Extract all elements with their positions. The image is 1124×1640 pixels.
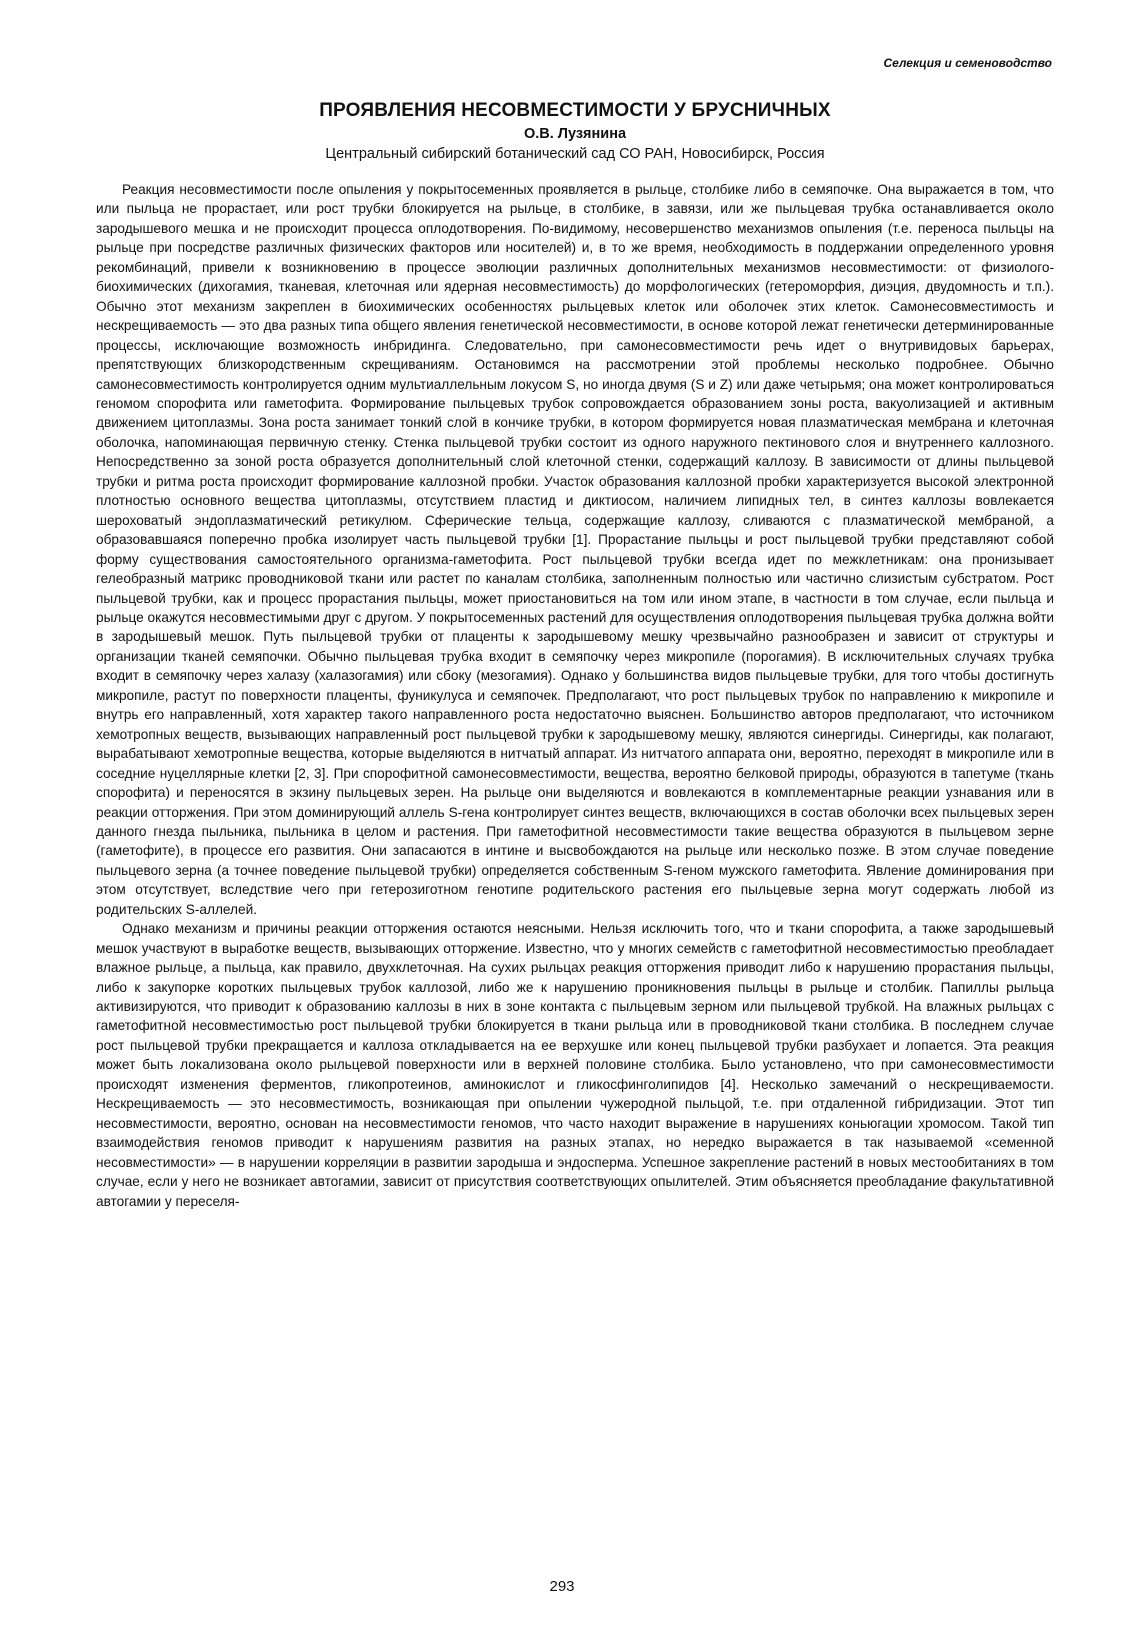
author-affiliation: Центральный сибирский ботанический сад СО РАН, Новосибирск, Россия: [325, 146, 825, 162]
body-paragraph: Реакция несовместимости после опыления у покрытосеменных проявляется в рыльце, столбике либо в семяпочке. Она выражается в том, что или пыльца не прорастает, или рост трубки блокируется на рыльце, в столбике, в завязи, или же пыльцевая трубка останавливается около зародышевого мешка и не происходит процесса оплодотворения. По-видимому, несовершенство механизмов опыления (т.е. переноса пыльцы на рыльце при посредстве различных физических факторов или носителей) и, в то же время, необходимость в поддержании определенного уровня рекомбинаций, привели к возникновению в процессе эволюции различных дополнительных механизмов несовместимости: от физиолого-биохимических (дихогамия, тканевая, клеточная или ядерная несовместимость) до морфологических (гетероморфия, диэция, двудомность и т.п.). Обычно этот механизм закреплен в биохимических особенностях рыльцевых клеток или оболочек этих клеток. Самонесовместимость и нескрещиваемость — это два разных типа общего явления генетической несовместимости, в основе которой лежат генетически детерминированные процессы, исключающие возможность инбридинга. Следовательно, при самонесовместимости речь идет о внутривидовых барьерах, препятствующих близкородственным скрещиваниям. Остановимся на рассмотрении этой проблемы несколько подробнее. Обычно самонесовместимость контролируется одним мультиаллельным локусом S, но иногда двумя (S и Z) или даже четырьмя; она может контролироваться геномом спорофита или гаметофита. Формирование пыльцевых трубок сопровождается образованием зоны роста, вакуолизацией и активным движением цитоплазмы. Зона роста занимает тонкий слой в кончике трубки, в котором формируется новая плазматическая мембрана и клеточная оболочка, напоминающая первичную стенку. Стенка пыльцевой трубки состоит из одного наружного пектинового слоя и внутреннего каллозного. Непосредственно за зоной роста образуется дополнительный слой клеточной стенки, содержащий каллозу. В зависимости от длины пыльцевой трубки и ритма роста происходит формирование каллозной пробки. Участок образования каллозной пробки характеризуется высокой электронной плотностью основного вещества цитоплазмы, отсутствием пластид и диктиосом, наличием липидных тел, в синтез каллозы вовлекается шероховатый эндоплазматический ретикулюм. Сферические тельца, содержащие каллозу, сливаются с плазматической мембраной, а образовавшаяся поперечно пробка изолирует часть пыльцевой трубки [1]. Прорастание пыльцы и рост пыльцевой трубки представляют собой форму существования самостоятельного организма-гаметофита. Рост пыльцевой трубки всегда идет по межклетникам: она пронизывает гелеобразный матрикс проводниковой ткани или растет по каналам столбика, заполненным полностью или частично слизистым субстратом. Рост пыльцевой трубки, как и процесс прорастания пыльцы, может приостановиться на том или ином этапе, в частности в том случае, если пыльца и рыльце окажутся несовместимыми друг с другом. У покрытосеменных растений для осуществления оплодотворения пыльцевая трубка должна войти в зародышевый мешок. Путь пыльцевой трубки от плаценты к зародышевому мешку чрезвычайно разнообразен и зависит от структуры и организации тканей семяпочки. Обычно пыльцевая трубка входит в семяпочку через микропиле (порогамия). В исключительных случаях трубка входит в семяпочку через халазу (халазогамия) или сбоку (мезогамия). Однако у большинства видов пыльцевые трубки, для того чтобы достигнуть микропиле, растут по поверхности плаценты, фуникулуса и семяпочек. Предполагают, что рост пыльцевых трубок по направлению к микропиле и внутрь его направленный, хотя характер такого направленного роста недостаточно выяснен. Большинство авторов предполагают, что источником хемотропных веществ, вызывающих направленный рост пыльцевой трубки к зародышевому мешку, являются синергиды. Синергиды, как полагают, вырабатывают хемотропные вещества, которые выделяются в нитчатый аппарат. Из нитчатого аппарата они, вероятно, переходят в микропиле или в соседние нуцеллярные клетки [2, 3]. При спорофитной самонесовместимости, вещества, вероятно белковой природы, образуются в тапетуме (ткань спорофита) и переносятся в экзину пыльцевых зерен. На рыльце они выделяются и вовлекаются в комплементарные реакции узнавания или в реакции отторжения. При этом доминирующий аллель S-гена контролирует синтез веществ, включающихся в состав оболочки всех пыльцевых зерен данного гнезда пыльника, пыльника в целом и растения. При гаметофитной несовместимости такие вещества образуются в пыльцевом зерне (гаметофите), в процессе его развития. Они запасаются в интине и высвобождаются на рыльце или несколько позже. В этом случае поведение пыльцевого зерна (а точнее поведение пыльцевой трубки) определяется собственным S-геном мужского гаметофита. Явление доминирования при этом отсутствует, вследствие чего при гетерозиготном генотипе родительского растения его пыльцевые зерна могут содержать любой из родительских S-аллелей.: [96, 182, 1054, 917]
article-body: [96, 180, 1054, 1211]
running-head: Селекция и семеноводство: [883, 56, 1052, 70]
page-number: 293: [549, 1578, 575, 1595]
article-title: ПРОЯВЛЕНИЯ НЕСОВМЕСТИМОСТИ У БРУСНИЧНЫХ: [319, 100, 831, 121]
body-paragraph: Однако механизм и причины реакции отторжения остаются неясными. Нельзя исключить того, что и ткани спорофита, а также зародышевый мешок участвуют в выработке веществ, вызывающих отторжение. Известно, что у многих семейств с гаметофитной несовместимостью преобладает влажное рыльце, а пыльца, как правило, двухклеточная. На сухих рыльцах реакция отторжения приводит либо к нарушению прорастания пыльцы, либо к закупорке коротких пыльцевых трубок каллозой, либо же к нарушению проникновения пыльцы в рыльце и столбик. Папиллы рыльца активизируются, что приводит к образованию каллозы в них в зоне контакта с пыльцевым зерном или пыльцевой трубкой. На влажных рыльцах с гаметофитной несовместимостью рост пыльцевой трубки блокируется в ткани рыльца или в проводниковой ткани столбика. В последнем случае рост пыльцевой трубки прекращается и каллоза откладывается на ее верхушке или конец пыльцевой трубки разбухает и лопается. Эта реакция может быть локализована около рыльцевой поверхности или в верхней половине столбика. Было установлено, что при самонесовместимости происходят изменения ферментов, гликопротеинов, аминокислот и гликосфинголипидов [4]. Несколько замечаний о нескрещиваемости. Нескрещиваемость — это несовместимость, возникающая при опылении чужеродной пыльцой, т.е. при отдаленной гибридизации. Этот тип несовместимости, вероятно, основан на несовместимости геномов, что часто находит выражение в нарушениях коньюгации хромосом. Такой тип взаимодействия геномов приводит к нарушениям развития на разных этапах, но нередко выражается в так называемой «семенной несовместимости» — в нарушении корреляции в развитии зародыша и эндосперма. Успешное закрепление растений в новых местообитаниях в том случае, если у него не возникает автогамии, зависит от присутствия соответствующих опылителей. Этим объясняется преобладание факультативной автогамии у переселя-: [96, 921, 1054, 1209]
author-name: О.В. Лузянина: [523, 126, 627, 142]
